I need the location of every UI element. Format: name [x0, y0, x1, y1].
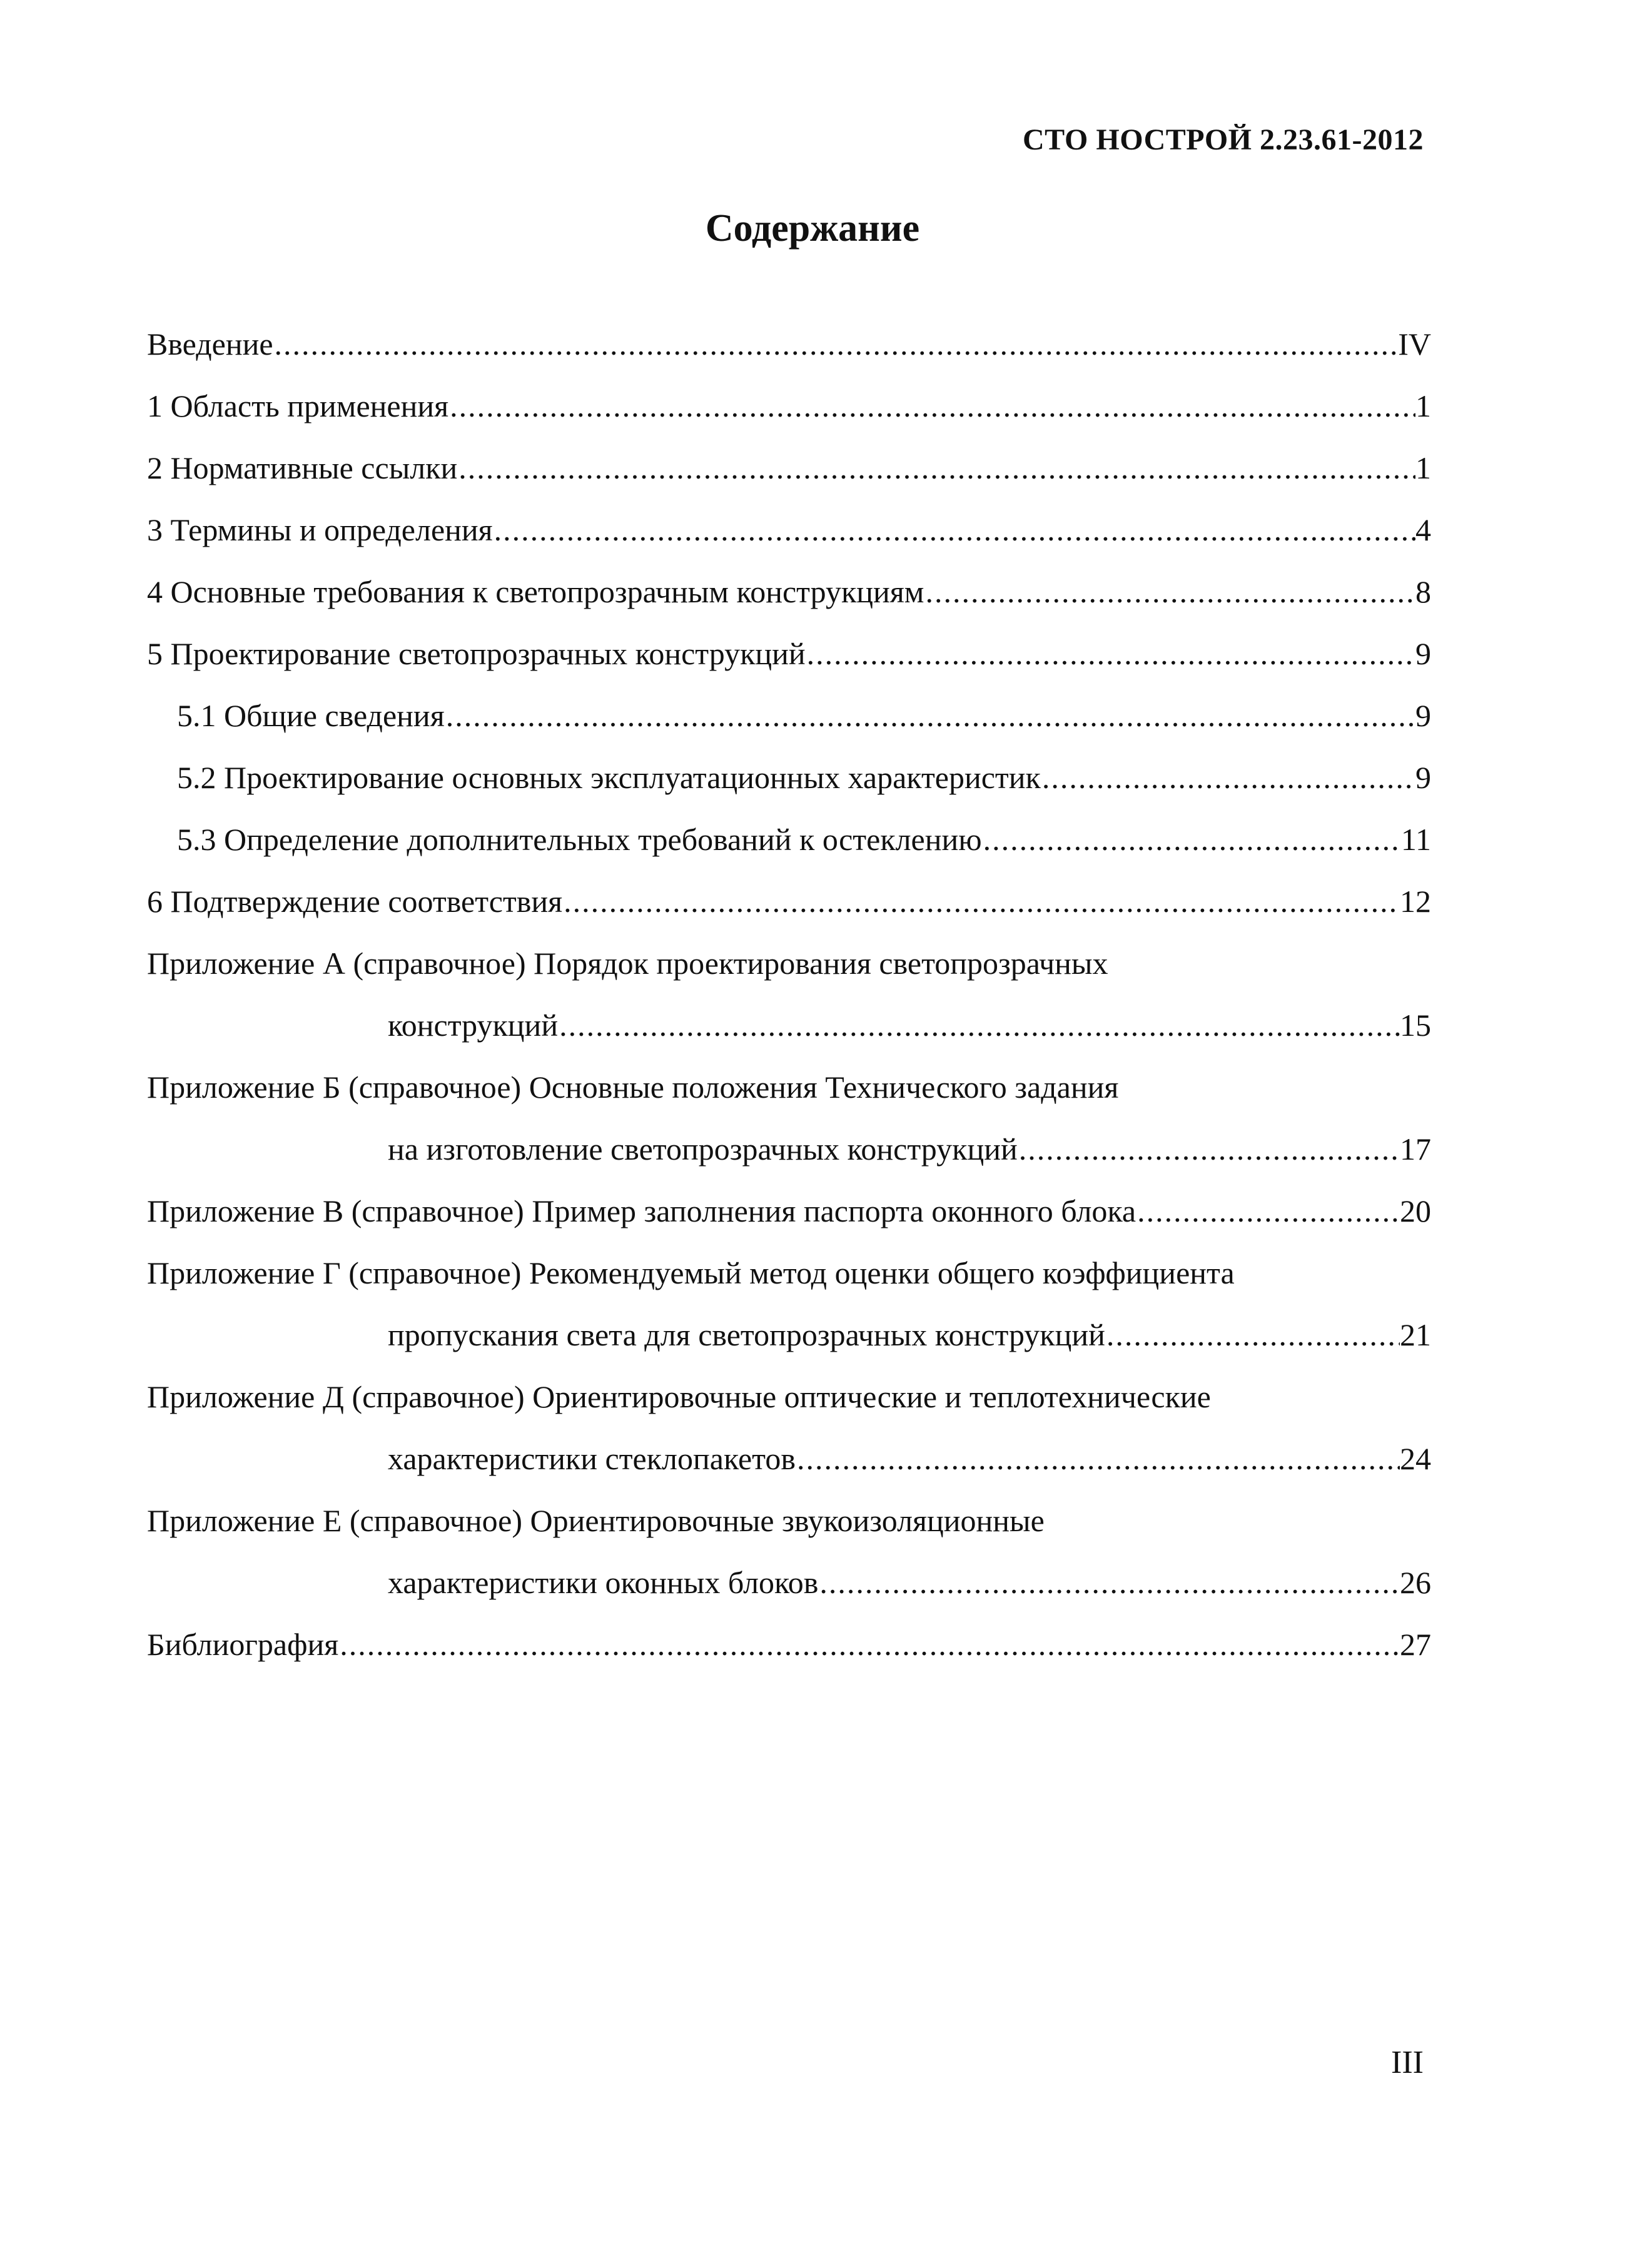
dot-leader [1041, 759, 1415, 796]
toc-entry-label: Приложение А (справочное) Порядок проектирования светопрозрачных [147, 946, 1108, 981]
toc-entry-label: Введение [147, 327, 273, 362]
toc-entry-label: 3 Термины и определения [147, 512, 493, 547]
dot-leader [1136, 1192, 1400, 1230]
toc-appendix-heading[interactable] [147, 1502, 1431, 1564]
toc-entry-label: Библиография [147, 1627, 339, 1662]
toc-appendix-continuation[interactable] [147, 1564, 1431, 1626]
toc-entry-page: 24 [1400, 1441, 1431, 1476]
toc-entry-label: Приложение Г (справочное) Рекомендуемый метод оценки общего коэффициента [147, 1255, 1235, 1290]
toc-entry-continuation: характеристики стеклопакетов [388, 1441, 796, 1476]
toc-entry-page: 26 [1400, 1565, 1431, 1600]
toc-entry-label: Приложение Б (справочное) Основные положения Технического задания [147, 1070, 1119, 1105]
dot-leader [558, 1006, 1400, 1044]
toc-entry-page: 4 [1415, 512, 1431, 547]
toc-entry-label: Приложение В (справочное) Пример заполнения паспорта оконного блока [147, 1193, 1136, 1228]
toc-entry-page: 17 [1400, 1131, 1431, 1167]
toc-title: Содержание [705, 207, 920, 250]
toc-appendix-continuation[interactable] [147, 1316, 1431, 1378]
toc-entry-page: 9 [1415, 636, 1431, 671]
dot-leader [445, 697, 1415, 734]
toc-entry[interactable] [147, 573, 1431, 635]
toc-entry[interactable] [147, 1626, 1431, 1688]
toc-appendix-continuation[interactable] [147, 1440, 1431, 1502]
dot-leader [806, 635, 1415, 672]
dot-leader [457, 449, 1415, 487]
toc-entry-page: 15 [1400, 1008, 1431, 1043]
table-of-contents [147, 325, 1431, 1688]
toc-appendix-heading[interactable] [147, 944, 1431, 1006]
toc-entry-page: 1 [1415, 388, 1431, 423]
document-code: СТО НОСТРОЙ 2.23.61-2012 [1022, 123, 1424, 156]
toc-entry[interactable] [147, 635, 1431, 697]
page-number: III [1391, 2045, 1424, 2080]
toc-subentry[interactable] [147, 821, 1431, 883]
toc-entry-page: 21 [1400, 1317, 1431, 1352]
toc-entry-page: 8 [1415, 574, 1431, 609]
dot-leader [493, 511, 1415, 549]
toc-entry-label: 5 Проектирование светопрозрачных конструкций [147, 636, 806, 671]
toc-entry-page: 20 [1400, 1193, 1431, 1228]
toc-entry-label: 6 Подтверждение соответствия [147, 884, 563, 919]
dot-leader [448, 387, 1415, 425]
toc-entry-label: 5.1 Общие сведения [177, 698, 445, 733]
dot-leader [1018, 1130, 1400, 1168]
toc-entry-page: 1 [1415, 450, 1431, 485]
toc-entry[interactable] [147, 387, 1431, 449]
toc-entry-page: 9 [1415, 760, 1431, 795]
toc-entry[interactable] [147, 325, 1431, 387]
toc-appendix-heading[interactable] [147, 1068, 1431, 1130]
toc-appendix-heading[interactable] [147, 1378, 1431, 1440]
toc-entry-continuation: характеристики оконных блоков [388, 1565, 819, 1600]
toc-entry[interactable] [147, 449, 1431, 511]
dot-leader [924, 573, 1415, 610]
toc-entry[interactable] [147, 883, 1431, 944]
toc-entry-continuation: конструкций [388, 1008, 559, 1043]
toc-entry-page: 9 [1415, 698, 1431, 733]
toc-subentry[interactable] [147, 759, 1431, 821]
dot-leader [796, 1440, 1400, 1477]
dot-leader [273, 325, 1399, 363]
toc-appendix-continuation[interactable] [147, 1130, 1431, 1192]
dot-leader [818, 1564, 1400, 1601]
toc-appendix-continuation[interactable] [147, 1006, 1431, 1068]
toc-entry-label: 5.3 Определение дополнительных требований к остеклению [177, 822, 982, 857]
toc-entry[interactable] [147, 511, 1431, 573]
toc-entry-continuation: пропускания света для светопрозрачных конструкций [388, 1317, 1105, 1352]
toc-entry-label: Приложение Д (справочное) Ориентировочные оптические и теплотехнические [147, 1379, 1211, 1414]
dot-leader [338, 1626, 1400, 1663]
toc-subentry[interactable] [147, 697, 1431, 759]
toc-entry-label: 2 Нормативные ссылки [147, 450, 458, 485]
dot-leader [982, 821, 1401, 858]
toc-entry-page: IV [1398, 327, 1431, 362]
toc-entry-label: 4 Основные требования к светопрозрачным конструкциям [147, 574, 924, 609]
toc-entry-label: Приложение Е (справочное) Ориентировочные звукоизоляционные [147, 1503, 1045, 1538]
toc-entry-page: 27 [1400, 1627, 1431, 1662]
toc-entry-page: 12 [1400, 884, 1431, 919]
toc-entry-label: 1 Область применения [147, 388, 449, 423]
dot-leader [1105, 1316, 1400, 1354]
toc-entry-label: 5.2 Проектирование основных эксплуатационных характеристик [177, 760, 1041, 795]
toc-entry-page: 11 [1400, 822, 1431, 857]
dot-leader [562, 883, 1400, 920]
toc-appendix-heading[interactable] [147, 1254, 1431, 1316]
toc-entry-continuation: на изготовление светопрозрачных конструкций [388, 1131, 1018, 1167]
toc-entry[interactable] [147, 1192, 1431, 1254]
